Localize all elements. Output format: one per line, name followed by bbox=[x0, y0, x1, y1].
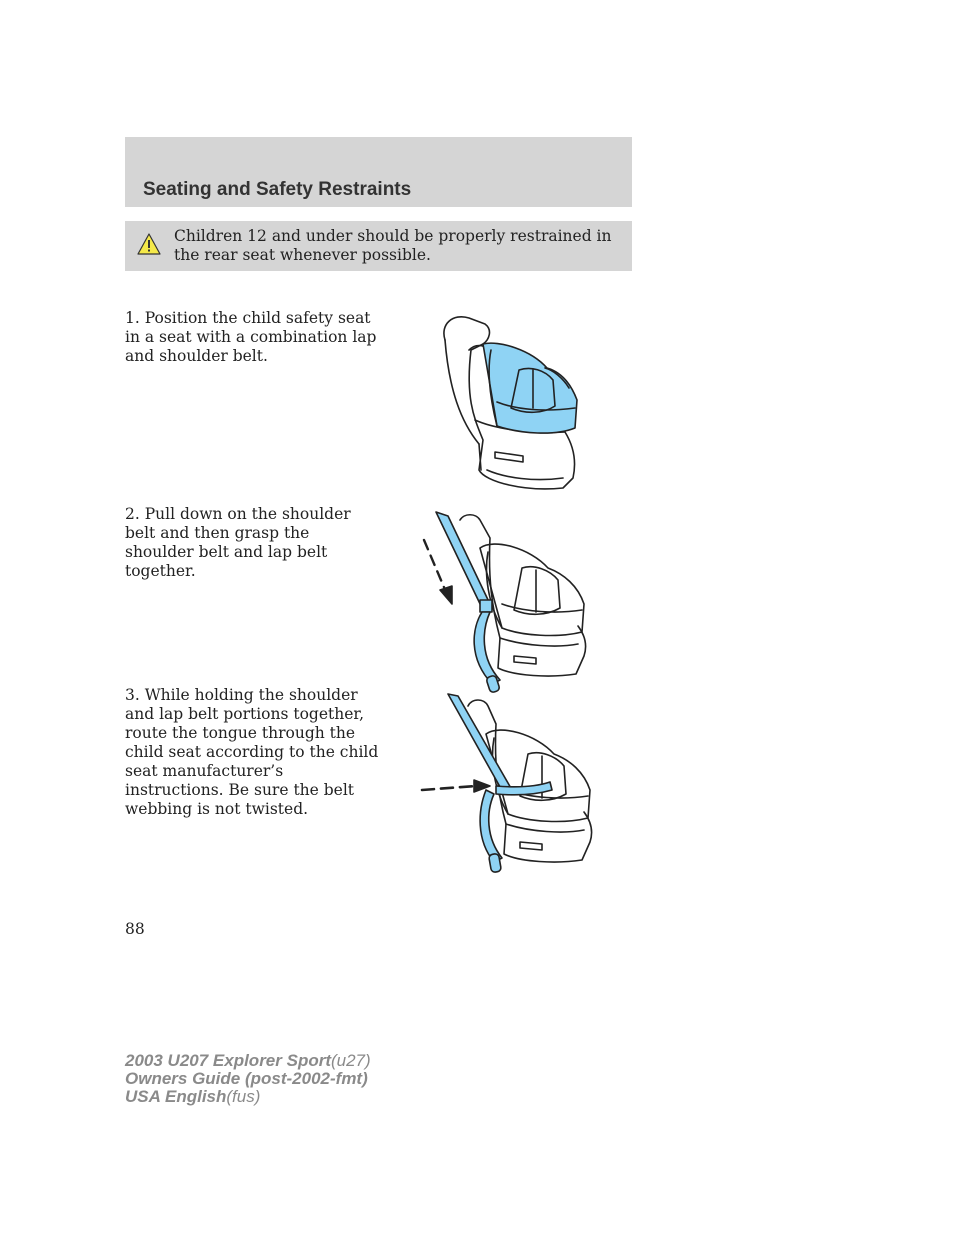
step-3-text: 3. While holding the shoulder and lap belt portions together, route the tongue through the child seat according to the child seat manufacturer’s instructions. Be sure the belt webbing is not twisted. bbox=[125, 686, 379, 818]
footer-model: 2003 U207 Explorer Sport bbox=[125, 1051, 331, 1070]
pull-shoulder-belt-illustration bbox=[418, 508, 593, 698]
step-2-text: 2. Pull down on the shoulder belt and then grasp the shoulder belt and lap belt together. bbox=[125, 505, 351, 580]
page-number: 88 bbox=[125, 920, 145, 938]
footer-guide: Owners Guide (post-2002-fmt) bbox=[125, 1069, 368, 1088]
section-header bbox=[125, 137, 632, 207]
route-belt-tongue-illustration bbox=[420, 690, 600, 880]
document-footer bbox=[125, 1052, 371, 1106]
child-seat-in-vehicle-seat-illustration bbox=[435, 310, 585, 495]
warning-text: Children 12 and under should be properly restrained in the rear seat whenever possible. bbox=[174, 227, 612, 264]
step-1-text: 1. Position the child safety seat in a seat with a combination lap and shoulder belt. bbox=[125, 309, 377, 365]
warning-box bbox=[125, 221, 632, 271]
footer-language-code: (fus) bbox=[226, 1087, 261, 1106]
warning-triangle-icon bbox=[137, 233, 161, 255]
footer-model-code: (u27) bbox=[330, 1051, 371, 1070]
section-title: Seating and Safety Restraints bbox=[143, 179, 412, 200]
footer-language: USA English bbox=[125, 1087, 227, 1106]
